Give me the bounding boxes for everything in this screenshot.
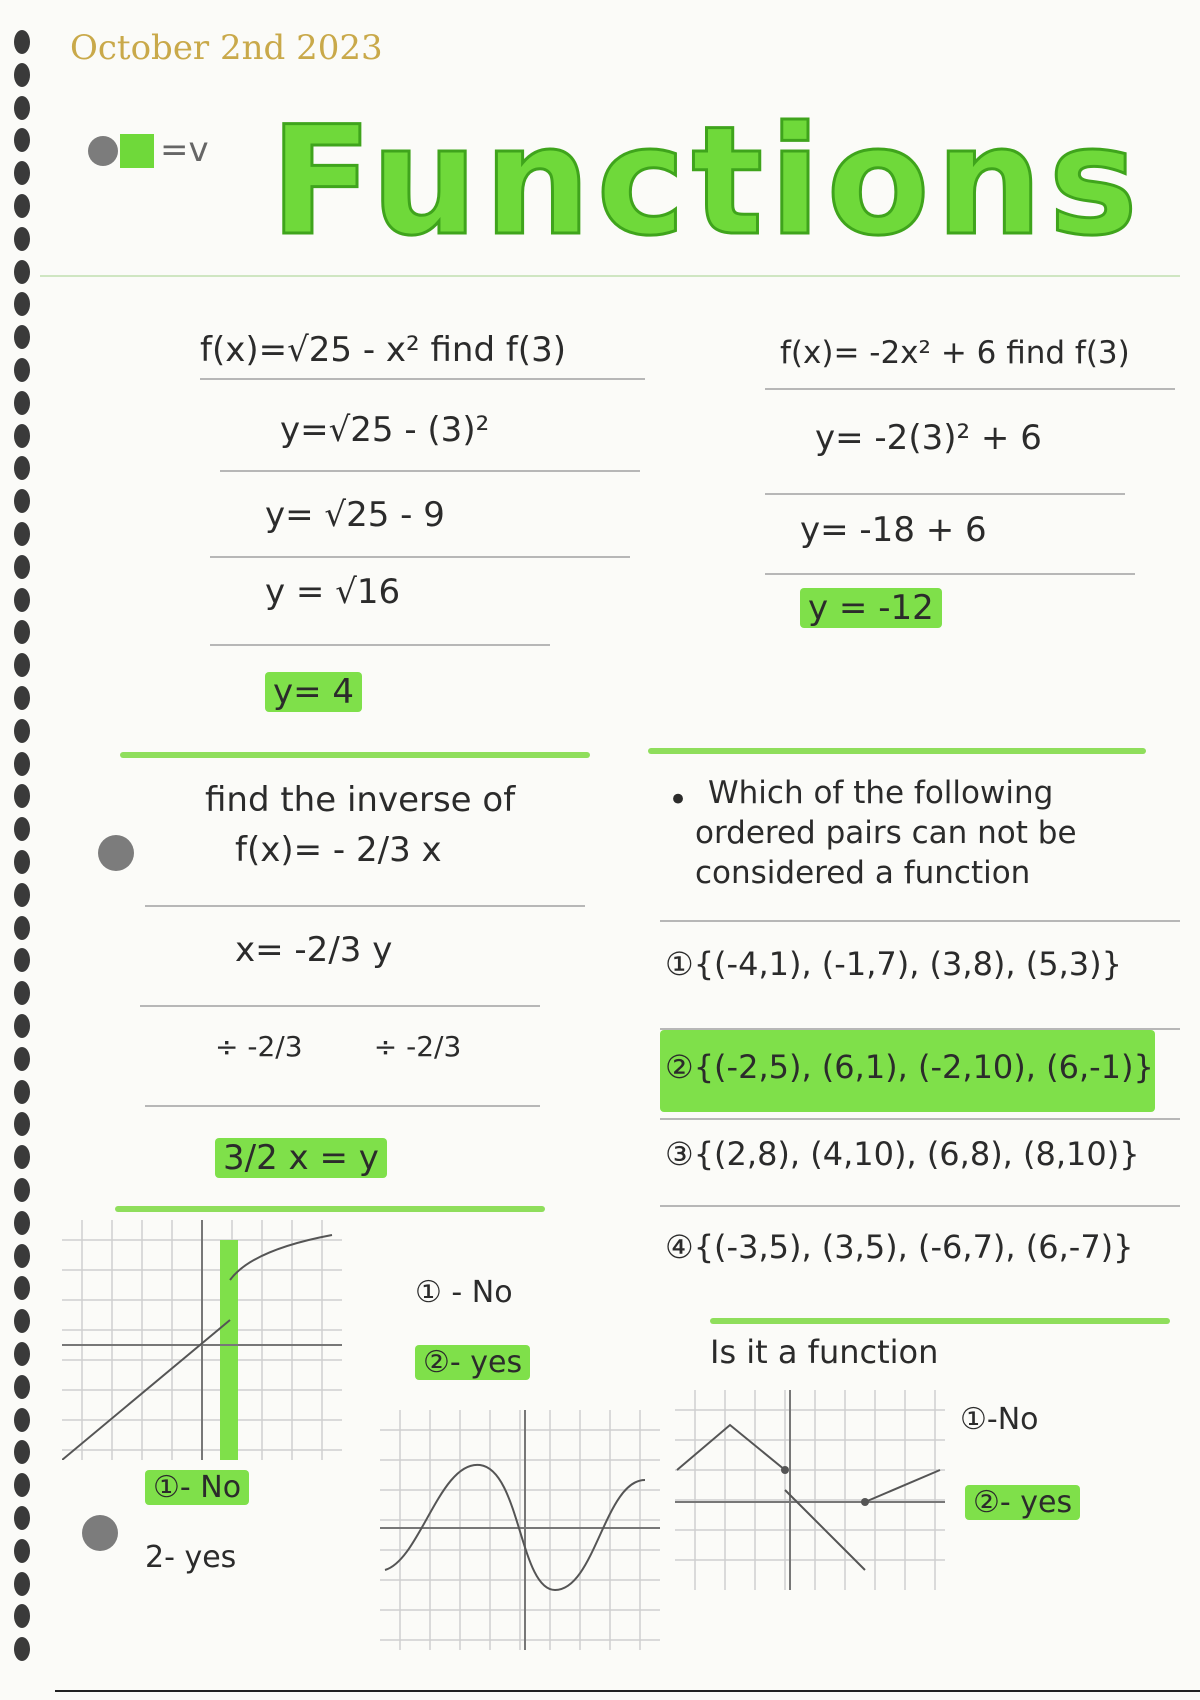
- section-divider: [120, 752, 590, 758]
- problem1-prompt: f(x)=√25 - x² find f(3): [200, 330, 566, 370]
- graph-point: [781, 1466, 789, 1474]
- rule: [765, 388, 1175, 390]
- spiral-hole: [14, 1244, 30, 1268]
- option-item: ④{(-3,5), (3,5), (-6,7), (6,-7)}: [665, 1228, 1134, 1266]
- problem2-step: y= -2(3)² + 6: [815, 418, 1042, 458]
- spiral-hole: [14, 1276, 30, 1300]
- problem1-step: y=√25 - (3)²: [280, 410, 490, 450]
- problem3-prompt-line2: f(x)= - 2/3 x: [235, 830, 442, 870]
- graph-right-heading: Is it a function: [710, 1333, 939, 1371]
- problem1-answer: y= 4: [265, 672, 362, 712]
- graph-curve: [677, 1425, 785, 1470]
- option-item: ③{(2,8), (4,10), (6,8), (8,10)}: [665, 1135, 1140, 1173]
- spiral-hole: [14, 752, 30, 776]
- section-divider: [115, 1206, 545, 1212]
- title-divider: [40, 275, 1180, 277]
- problem4-prompt-line1: Which of the following: [708, 775, 1054, 811]
- graph-point: [861, 1498, 869, 1506]
- spiral-hole: [14, 522, 30, 546]
- page-title: Functions: [270, 95, 1144, 269]
- spiral-hole: [14, 456, 30, 480]
- spiral-hole: [14, 686, 30, 710]
- problem3-step: ÷ -2/3 ÷ -2/3: [215, 1030, 462, 1063]
- graph-right-answer: ②- yes: [965, 1485, 1080, 1520]
- section-divider: [648, 748, 1146, 754]
- graph-curve: [865, 1470, 940, 1502]
- spiral-hole: [14, 1473, 30, 1497]
- problem1-step: y = √16: [265, 572, 401, 612]
- rule: [145, 1105, 540, 1107]
- graph-left-answer: 2- yes: [145, 1540, 237, 1575]
- bullet-dot: [82, 1515, 118, 1551]
- problem2-answer: y = -12: [800, 588, 942, 628]
- spiral-hole: [14, 194, 30, 218]
- header-mark: =v: [160, 130, 209, 170]
- spiral-hole: [14, 555, 30, 579]
- spiral-hole: [14, 1539, 30, 1563]
- spiral-hole: [14, 161, 30, 185]
- spiral-hole: [14, 1178, 30, 1202]
- graph-right-answer: ①-No: [960, 1402, 1039, 1437]
- spiral-hole: [14, 1145, 30, 1169]
- option-item: ①{(-4,1), (-1,7), (3,8), (5,3)}: [665, 945, 1122, 983]
- spiral-hole: [14, 817, 30, 841]
- spiral-hole: [14, 883, 30, 907]
- rule: [210, 556, 630, 558]
- spiral-hole: [14, 588, 30, 612]
- spiral-hole: [14, 620, 30, 644]
- rule: [660, 1118, 1180, 1120]
- graph-middle: [380, 1410, 660, 1650]
- spiral-hole: [14, 292, 30, 316]
- graph-right: [675, 1390, 945, 1590]
- spiral-hole: [14, 1342, 30, 1366]
- spiral-hole: [14, 1309, 30, 1333]
- spiral-hole: [14, 1604, 30, 1628]
- problem4-prompt-line2: ordered pairs can not be: [695, 815, 1077, 851]
- spiral-hole: [14, 489, 30, 513]
- grid: [675, 1390, 945, 1590]
- spiral-hole: [14, 391, 30, 415]
- spiral-hole: [14, 63, 30, 87]
- rule: [660, 920, 1180, 922]
- rule: [765, 573, 1135, 575]
- problem3-step: x= -2/3 y: [235, 930, 393, 970]
- date-heading: October 2nd 2023: [70, 28, 383, 68]
- problem3-answer: 3/2 x = y: [215, 1138, 387, 1178]
- page-bottom-edge: [55, 1690, 1200, 1692]
- problem4-prompt-line3: considered a function: [695, 855, 1031, 891]
- spiral-hole: [14, 719, 30, 743]
- graph-left: [62, 1220, 342, 1460]
- spiral-hole: [14, 128, 30, 152]
- option-item: ②{(-2,5), (6,1), (-2,10), (6,-1)}: [665, 1048, 1154, 1086]
- spiral-hole: [14, 424, 30, 448]
- spiral-hole: [14, 1080, 30, 1104]
- problem2-step: y= -18 + 6: [800, 510, 987, 550]
- rule: [220, 470, 640, 472]
- spiral-hole: [14, 653, 30, 677]
- problem3-prompt-line1: find the inverse of: [205, 780, 516, 820]
- spiral-hole: [14, 325, 30, 349]
- spiral-hole: [14, 1408, 30, 1432]
- spiral-hole: [14, 1014, 30, 1038]
- rule: [145, 905, 585, 907]
- graph-middle-answer: ②- yes: [415, 1345, 530, 1380]
- spiral-hole: [14, 96, 30, 120]
- graph-curve: [230, 1235, 332, 1280]
- bullet-dot: [88, 136, 118, 166]
- spiral-hole: [14, 1047, 30, 1071]
- problem2-prompt: f(x)= -2x² + 6 find f(3): [780, 335, 1130, 371]
- graph-left-answer: ①- No: [145, 1470, 249, 1505]
- spiral-hole: [14, 227, 30, 251]
- spiral-hole: [14, 948, 30, 972]
- rule: [200, 378, 645, 380]
- graph-middle-answer: ① - No: [415, 1275, 513, 1310]
- rule: [140, 1005, 540, 1007]
- rule: [210, 644, 550, 646]
- spiral-hole: [14, 784, 30, 808]
- spiral-hole: [14, 916, 30, 940]
- rule: [765, 493, 1125, 495]
- spiral-hole: [14, 358, 30, 382]
- problem1-step: y= √25 - 9: [265, 495, 445, 535]
- spiral-hole: [14, 30, 30, 54]
- bullet-dot: [98, 835, 134, 871]
- spiral-hole: [14, 981, 30, 1005]
- spiral-hole: [14, 1506, 30, 1530]
- spiral-hole: [14, 1211, 30, 1235]
- spiral-hole: [14, 1637, 30, 1661]
- rule: [660, 1205, 1180, 1207]
- spiral-hole: [14, 1440, 30, 1464]
- spiral-hole: [14, 1112, 30, 1136]
- spiral-hole: [14, 260, 30, 284]
- section-divider: [710, 1318, 1170, 1324]
- green-square-mark: [120, 134, 154, 168]
- problem4-bullet: •: [668, 780, 689, 820]
- spiral-hole: [14, 1572, 30, 1596]
- spiral-hole: [14, 1375, 30, 1399]
- spiral-hole: [14, 850, 30, 874]
- spiral-binding: [6, 30, 36, 1670]
